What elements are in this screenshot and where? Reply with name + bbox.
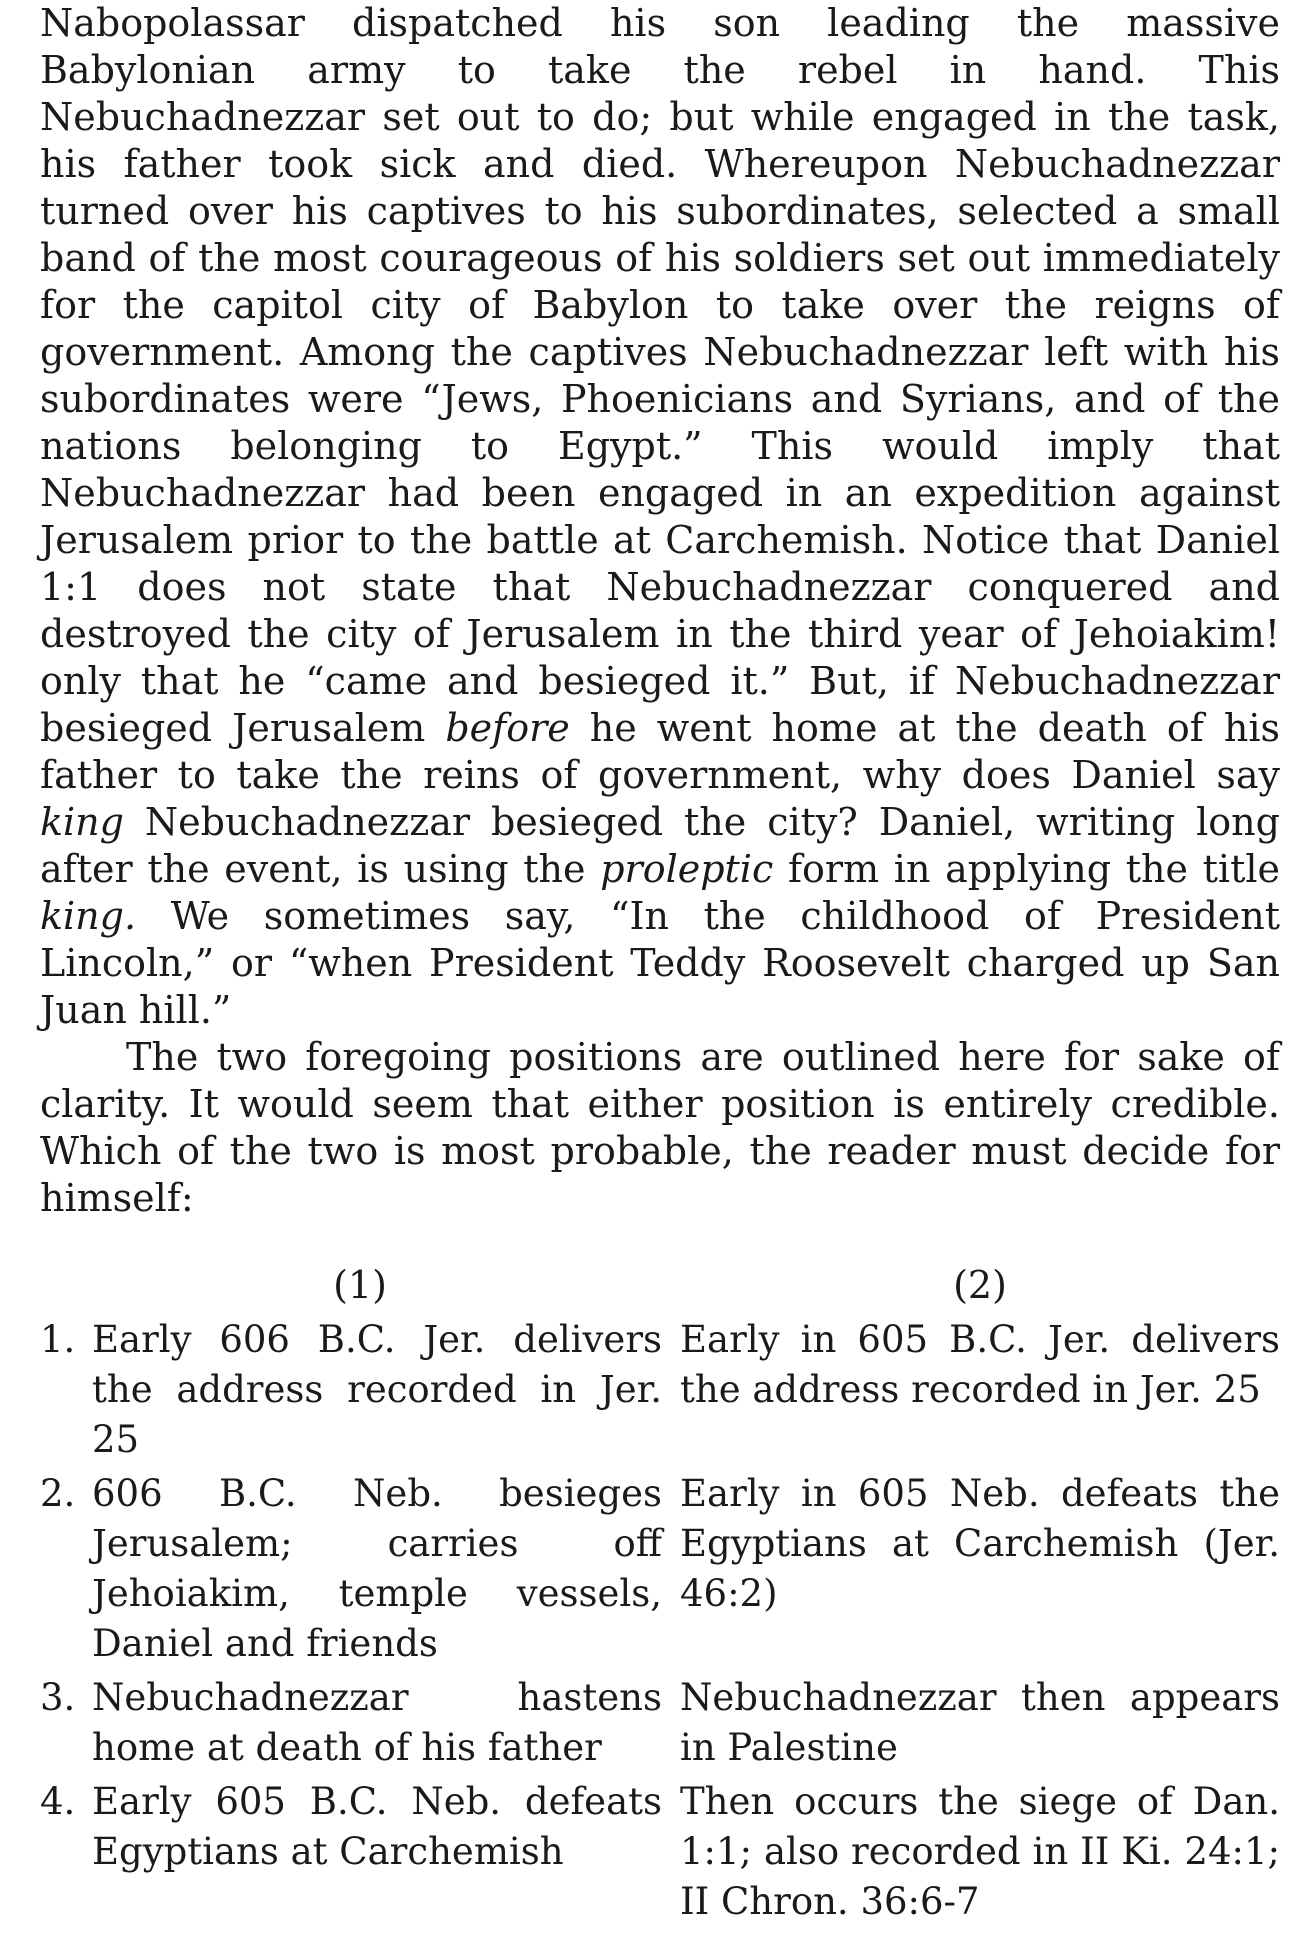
position-1-cell: Early 606 B.C. Jer. delivers the address recorded in Jer. 25 — [92, 1318, 662, 1461]
row-number: 1. — [40, 1318, 76, 1361]
position-1-cell: Early 605 B.C. Neb. defeats Egyptians at Carchemish — [92, 1780, 662, 1873]
row-number: 3. — [40, 1676, 76, 1719]
position-2-cell: Early in 605 Neb. defeats the Egyptians at Carchemish (Jer. 46:2) — [680, 1472, 1280, 1615]
row-number: 4. — [40, 1780, 76, 1823]
emphasis-king: king — [40, 800, 124, 844]
position-1-cell: Nebuchadnezzar hastens home at death of his father — [92, 1676, 662, 1769]
table-row — [40, 1469, 1280, 1669]
table-row — [40, 1777, 1280, 1927]
table-row — [40, 1315, 1280, 1465]
column-2-heading: (2) — [953, 1263, 1007, 1307]
paragraph-1-text-a: Nabopolassar dispatched his son leading the massive Babylonian army to take the rebel in hand. This Nebuchadnezzar set out to do; but while engaged in the task, his father took sick and died. Whereupon Nebuchadnezzar turned over his captives to his subordinates, selected a small band of the most courageous of his soldiers set out immediately for the capitol city of Babylon to take over the reigns of government. Among the captives Nebuchadnezzar left with his subordinates were “Jews, Phoenicians and Syrians, and of the nations belonging to Egypt.” This would imply that Nebuchadnezzar had been engaged in an expedition against Jerusalem prior to the battle at Carchemish. Notice that Daniel 1:1 does not state that Nebuchadnezzar conquered and destroyed the city of Jerusalem in the third year of Jehoiakim! only that he “came and besieged it.” But, if Nebuchadnezzar besieged Jerusalem — [40, 1, 1280, 750]
paragraph-1-text-c: Nebuchadnezzar besieged the city? Daniel, writing long after the event, is using the — [40, 800, 1280, 891]
table-row — [40, 1673, 1280, 1773]
emphasis-king-title: king. — [40, 894, 137, 938]
paragraph-1-text-b: he went home at the death of his father to take the reins of government, why does Daniel say — [40, 706, 1280, 797]
column-1-heading: (1) — [333, 1263, 387, 1307]
position-2-cell: Then occurs the siege of Dan. 1:1; also recorded in II Ki. 24:1; II Chron. 36:6-7 — [680, 1780, 1280, 1923]
paragraph-2: The two foregoing positions are outlined here for sake of clarity. It would seem that either position is entirely credible. Which of the two is most probable, the reader must decide for himself: — [40, 1035, 1280, 1220]
paragraph-1 — [40, 0, 1280, 1034]
position-2-cell: Nebuchadnezzar then appears in Palestine — [680, 1676, 1280, 1769]
emphasis-proleptic: proleptic — [600, 847, 774, 891]
position-2-cell: Early in 605 B.C. Jer. delivers the address recorded in Jer. 25 — [680, 1318, 1280, 1411]
document-page — [40, 0, 1280, 1953]
emphasis-before: before — [445, 706, 570, 750]
paragraph-1-text-d: form in applying the title — [773, 847, 1280, 891]
row-number: 2. — [40, 1472, 76, 1515]
paragraph-1-text-e: We sometimes say, “In the childhood of President Lincoln,” or “when President Teddy Roosevelt charged up San Juan hill.” — [40, 894, 1280, 1032]
comparison-table-header — [40, 1262, 1280, 1309]
position-1-cell: 606 B.C. Neb. besieges Jerusalem; carries off Jehoiakim, temple vessels, Daniel and friends — [92, 1472, 662, 1665]
comparison-table — [40, 1315, 1280, 1927]
